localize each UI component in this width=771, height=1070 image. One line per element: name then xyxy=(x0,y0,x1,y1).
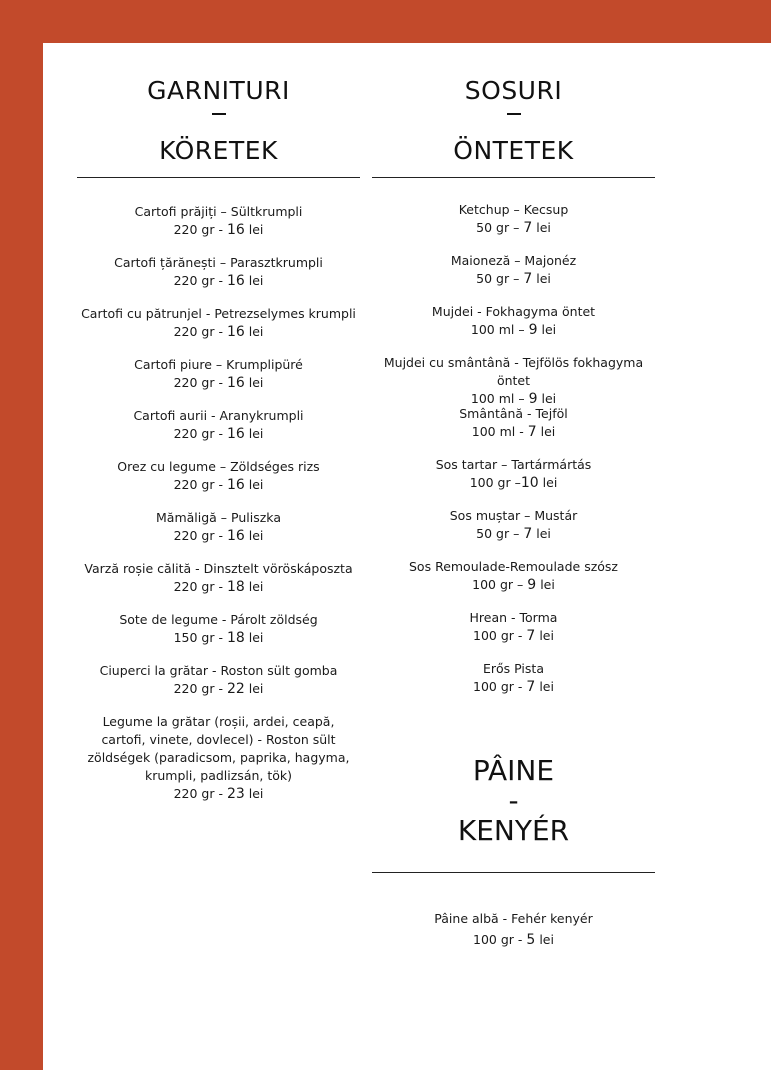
menu-item xyxy=(372,252,655,303)
item-name: Cartofi țărănești – Parasztkrumpli xyxy=(114,255,323,270)
item-price: 9 xyxy=(528,322,538,338)
item-name: Cartofi aurii - Aranykrumpli xyxy=(133,408,304,423)
menu-item xyxy=(77,611,360,662)
item-name: Mujdei - Fokhagyma öntet xyxy=(431,304,596,319)
item-name: Smântână - Tejföl xyxy=(459,406,568,421)
paine-title-ro: PÂINE xyxy=(472,754,555,787)
item-qty: 220 gr - xyxy=(173,222,223,237)
item-name: Legume la grătar (roșii, ardei, ceapă, cartofi, vinete, dovlecel) - Roston sült zöldségek (paradicsom, paprika, hagyma, krumpli, padlizsán, tök) xyxy=(87,714,350,783)
item-qty: 100 ml - xyxy=(471,424,524,439)
item-price: 9 xyxy=(528,391,538,407)
item-qty: 220 gr - xyxy=(173,528,223,543)
item-price: 7 xyxy=(527,424,537,440)
item-unit: lei xyxy=(541,391,557,406)
item-unit: lei xyxy=(248,681,264,696)
menu-item xyxy=(77,305,360,356)
item-price: 7 xyxy=(523,526,533,542)
item-price: 16 xyxy=(226,528,245,544)
item-unit: lei xyxy=(248,630,264,645)
item-name: Sos tartar – Tartármártás xyxy=(435,457,592,472)
item-qty: 220 gr - xyxy=(173,786,223,801)
item-qty: 220 gr - xyxy=(173,324,223,339)
item-qty: 50 gr – xyxy=(476,271,520,286)
item-name: Hrean - Torma xyxy=(469,610,558,625)
menu-item xyxy=(77,203,360,254)
item-name: Sote de legume - Párolt zöldség xyxy=(119,612,318,627)
heading-dash xyxy=(507,113,521,115)
item-price: 7 xyxy=(526,628,536,644)
item-unit: lei xyxy=(248,273,264,288)
garnituri-title-ro: GARNITURI xyxy=(147,76,290,105)
item-unit: lei xyxy=(248,324,264,339)
menu-item xyxy=(372,303,655,354)
item-name: Cartofi piure – Krumplipüré xyxy=(134,357,303,372)
item-price: 16 xyxy=(226,477,245,493)
item-price: 16 xyxy=(226,324,245,340)
garnituri-list xyxy=(77,203,360,803)
menu-item xyxy=(77,407,360,458)
item-qty: 220 gr - xyxy=(173,477,223,492)
item-name: Erős Pista xyxy=(483,661,544,676)
item-name: Varză roșie călită - Dinsztelt vöröskáposzta xyxy=(84,561,353,576)
item-name: Mămăligă – Puliszka xyxy=(156,510,281,525)
item-price: 7 xyxy=(523,220,533,236)
menu-item xyxy=(372,660,655,711)
item-price: 7 xyxy=(526,679,536,695)
item-qty: 100 gr - xyxy=(473,679,523,694)
item-price: 16 xyxy=(226,375,245,391)
item-price: 16 xyxy=(226,222,245,238)
item-price: 23 xyxy=(226,786,245,802)
sosuri-heading xyxy=(372,78,655,163)
item-qty: 220 gr - xyxy=(173,273,223,288)
item-qty: 100 gr – xyxy=(469,475,521,490)
item-name: Cartofi prăjiți – Sültkrumpli xyxy=(134,204,303,219)
item-name: Sos muștar – Mustár xyxy=(449,508,578,523)
item-name: Ketchup – Kecsup xyxy=(458,202,569,217)
item-unit: lei xyxy=(248,222,264,237)
item-qty: 220 gr - xyxy=(173,375,223,390)
item-unit: lei xyxy=(248,426,264,441)
paine-heading xyxy=(372,754,655,847)
item-unit: lei xyxy=(536,220,551,235)
frame-left-border xyxy=(0,0,43,1070)
menu-item xyxy=(77,560,360,611)
item-unit: lei xyxy=(536,526,551,541)
item-unit: lei xyxy=(540,577,555,592)
item-qty: 100 ml – xyxy=(470,391,525,406)
item-name: Cartofi cu pătrunjel - Petrezselymes krumpli xyxy=(81,306,356,321)
item-price: 9 xyxy=(527,577,537,593)
item-name: Maioneză – Majonéz xyxy=(450,253,577,268)
item-qty: 220 gr - xyxy=(173,579,223,594)
garnituri-divider xyxy=(77,177,360,178)
menu-item xyxy=(372,908,655,951)
item-unit: lei xyxy=(539,679,554,694)
menu-item xyxy=(77,458,360,509)
sosuri-list xyxy=(372,201,655,711)
item-price: 16 xyxy=(226,273,245,289)
item-price: 16 xyxy=(226,426,245,442)
menu-item xyxy=(77,713,360,803)
menu-item xyxy=(77,356,360,407)
menu-item xyxy=(372,456,655,507)
item-unit: lei xyxy=(541,322,557,337)
item-unit: lei xyxy=(248,375,264,390)
paine-list xyxy=(372,908,655,951)
paine-divider xyxy=(372,872,655,873)
item-name: Ciuperci la grătar - Roston sült gomba xyxy=(99,663,338,678)
sosuri-title-ro: SOSURI xyxy=(464,76,563,105)
menu-item xyxy=(77,254,360,305)
item-qty: 50 gr – xyxy=(476,220,520,235)
item-unit: lei xyxy=(539,932,554,947)
item-unit: lei xyxy=(536,271,551,286)
item-name: Sos Remoulade-Remoulade szósz xyxy=(409,559,618,574)
item-qty: 220 gr - xyxy=(173,426,223,441)
paine-title-hu: KENYÉR xyxy=(457,814,570,847)
garnituri-title-hu: KÖRETEK xyxy=(159,136,278,165)
item-qty: 50 gr – xyxy=(476,526,520,541)
item-qty: 150 gr - xyxy=(173,630,223,645)
menu-item xyxy=(372,609,655,660)
item-unit: lei xyxy=(248,528,264,543)
item-name: Pâine albă - Fehér kenyér xyxy=(434,911,593,926)
item-qty: 100 ml – xyxy=(470,322,525,337)
item-qty: 100 gr - xyxy=(473,932,523,947)
item-unit: lei xyxy=(542,475,558,490)
item-unit: lei xyxy=(248,477,264,492)
item-unit: lei xyxy=(540,424,556,439)
paine-separator: - xyxy=(508,784,519,817)
heading-dash xyxy=(212,113,226,115)
item-unit: lei xyxy=(248,786,264,801)
item-price: 18 xyxy=(226,579,245,595)
frame-top-border xyxy=(0,0,771,43)
sosuri-divider xyxy=(372,177,655,178)
item-price: 7 xyxy=(523,271,533,287)
item-qty: 100 gr – xyxy=(472,577,524,592)
item-qty: 220 gr - xyxy=(173,681,223,696)
item-price: 5 xyxy=(526,932,536,948)
item-price: 18 xyxy=(226,630,245,646)
item-qty: 100 gr - xyxy=(473,628,523,643)
sosuri-title-hu: ÖNTETEK xyxy=(453,136,574,165)
menu-item xyxy=(372,507,655,558)
menu-item xyxy=(77,509,360,560)
menu-item xyxy=(77,662,360,713)
menu-item xyxy=(372,405,655,456)
item-price: 22 xyxy=(226,681,245,697)
menu-item xyxy=(372,201,655,252)
garnituri-heading xyxy=(77,78,360,163)
item-name: Mujdei cu smântână - Tejfölös fokhagyma öntet xyxy=(383,355,644,388)
item-name: Orez cu legume – Zöldséges rizs xyxy=(117,459,320,474)
item-unit: lei xyxy=(248,579,264,594)
menu-item xyxy=(372,354,655,405)
menu-item xyxy=(372,558,655,609)
item-unit: lei xyxy=(539,628,554,643)
item-price: 10 xyxy=(520,475,539,491)
